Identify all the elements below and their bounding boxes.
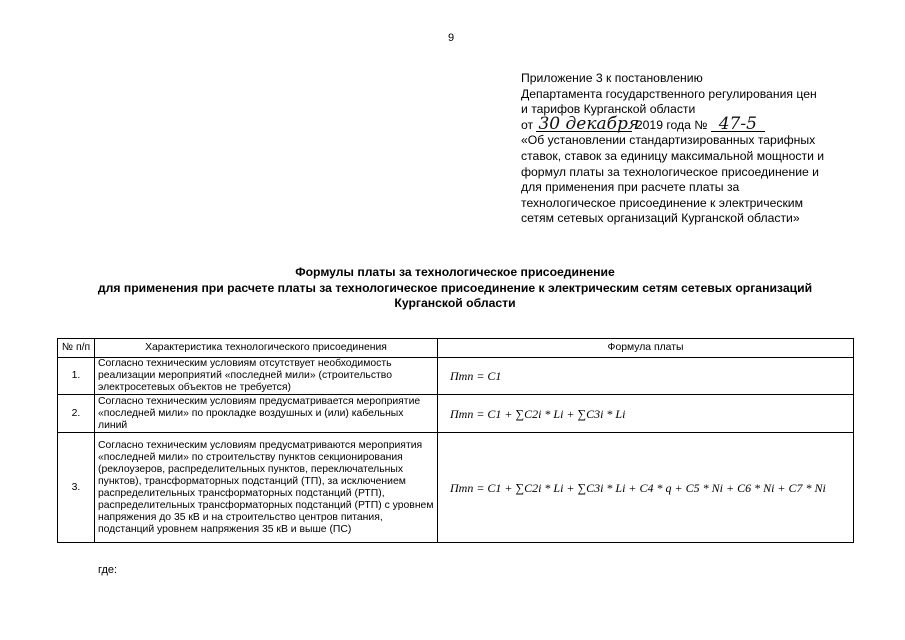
date-prefix: от (521, 117, 534, 132)
title-line: для применения при расчете платы за технологическое присоединение к электрическим сетям сетевых организаций (97, 280, 813, 295)
row-description: Согласно техническим условиям предусматриваются мероприятия «последней мили» по строительству пунктов секционирования (реклоузеров, распределительных пунктов, переключательных пунктов), трансформаторных подстанций (ТП), за исключением распределительных трансформаторных подстанций (РТП), распределительных трансформаторных подстанций (РТП) с уровнем напряжения до 35 кВ и на строительство центров питания, подстанций уровнем напряжения 35 кВ и выше (ПС) (95, 433, 438, 543)
appendix-line: Приложение 3 к постановлению (521, 71, 703, 85)
row-description: Согласно техническим условиям отсутствует необходимость реализации мероприятий «последней мили» (строительство электросетевых объектов не требуется) (95, 358, 438, 395)
appendix-quote-line: технологическое присоединение к электрическим (521, 195, 803, 210)
formulas-table (57, 338, 854, 543)
header-formula: Формула платы (438, 339, 854, 358)
handwritten-date: 30 декабря (538, 113, 640, 134)
document-title (40, 265, 870, 312)
header-num: № п/п (58, 339, 95, 358)
date-year: 2019 года № (635, 117, 708, 132)
appendix-quote-line: «Об установлении стандартизированных тарифных (521, 133, 816, 148)
where-label: где: (98, 564, 118, 576)
appendix-line: Департамента государственного регулирования цен (521, 86, 817, 101)
title-line: Формулы платы за технологическое присоединение (295, 265, 615, 279)
table-row (58, 358, 854, 395)
appendix-quote-line: ставок, ставок за единицу максимальной мощности и (521, 148, 825, 163)
row-formula: Птп = C1 + ∑C2i * Li + ∑C3i * Li + C4 * q + C5 * Ni + C6 * Ni + C7 * Ni (438, 433, 854, 543)
appendix-quote-line: для применения при расчете платы за (521, 180, 740, 195)
page-number: 9 (448, 32, 455, 44)
title-line: Курганской области (394, 296, 516, 310)
appendix-date-line (521, 113, 861, 134)
row-formula: Птп = C1 (438, 358, 854, 395)
row-num: 2. (58, 395, 95, 433)
table-row (58, 395, 854, 433)
appendix-quote-line: формул платы за технологическое присоединение и (521, 164, 819, 179)
appendix-line: и тарифов Курганской области (521, 102, 696, 117)
row-num: 3. (58, 433, 95, 543)
row-description: Согласно техническим условиям предусматривается мероприятие «последней мили» по прокладке воздушных и (или) кабельных линий (95, 395, 438, 433)
table-row (58, 433, 854, 543)
header-characteristic: Характеристика технологического присоединения (95, 339, 438, 358)
row-formula: Птп = C1 + ∑C2i * Li + ∑C3i * Li (438, 395, 854, 433)
handwritten-number: 47-5 (711, 118, 765, 132)
table-header-row (58, 339, 854, 358)
appendix-header (521, 71, 861, 227)
row-num: 1. (58, 358, 95, 395)
appendix-quote-line: сетям сетевых организаций Курганской области» (521, 211, 800, 226)
